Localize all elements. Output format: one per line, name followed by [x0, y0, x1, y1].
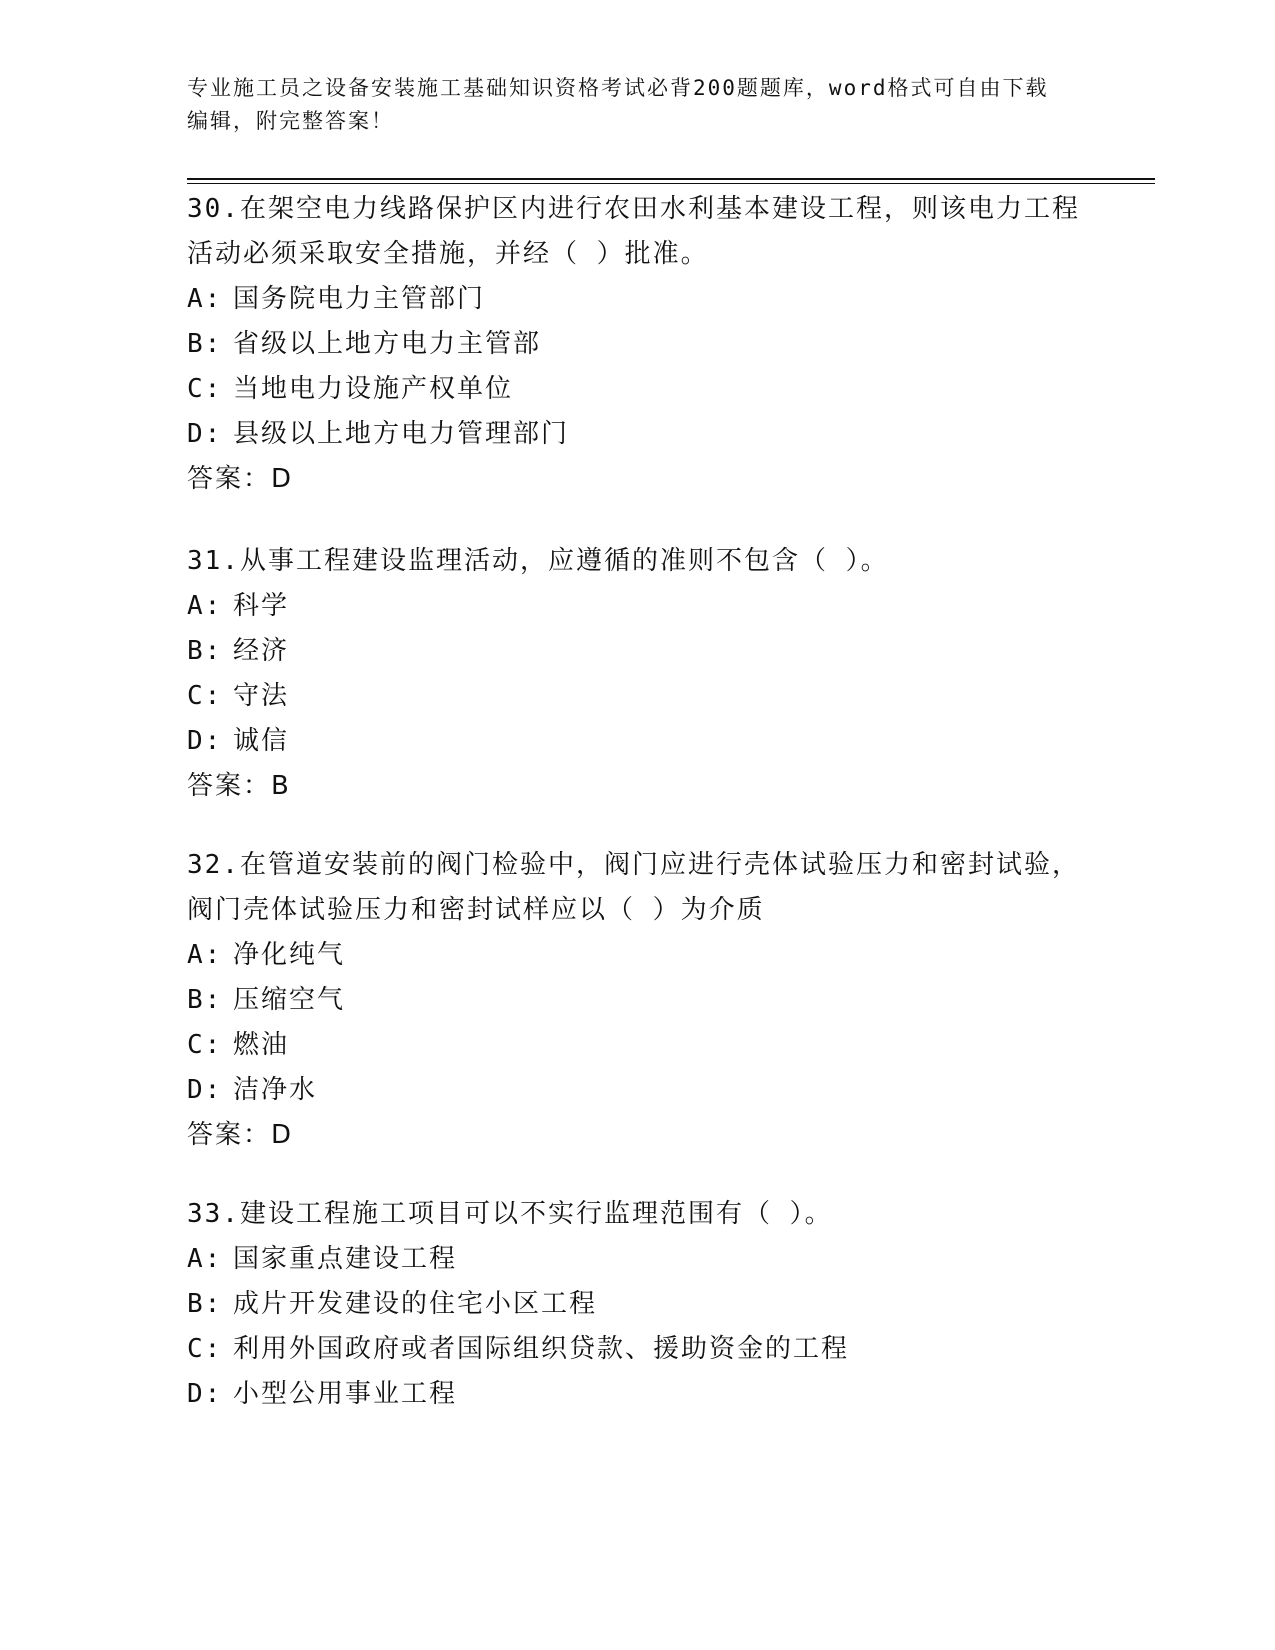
question-stem: 30.在架空电力线路保护区内进行农田水利基本建设工程，则该电力工程活动必须采取安全措施，并经（ ）批准。 [187, 194, 1080, 269]
option-b [187, 322, 1087, 367]
header-divider-thin [187, 183, 1155, 184]
option-b [187, 978, 1087, 1023]
question-33 [187, 1192, 1087, 1417]
question-32 [187, 843, 1087, 1158]
option-a [187, 933, 1087, 978]
option-text: 国家重点建设工程 [233, 1244, 458, 1274]
option-key: B: [187, 985, 223, 1015]
question-stem: 33.建设工程施工项目可以不实行监理范围有（ ）。 [187, 1199, 833, 1229]
option-a [187, 277, 1087, 322]
option-text: 国务院电力主管部门 [233, 284, 486, 314]
option-text: 经济 [233, 636, 290, 666]
option-a [187, 584, 1087, 629]
option-key: D: [187, 419, 223, 449]
option-key: A: [187, 591, 223, 621]
option-d [187, 1068, 1087, 1113]
option-text: 小型公用事业工程 [233, 1379, 458, 1409]
header-divider-thick [187, 178, 1155, 180]
option-d [187, 719, 1087, 764]
option-key: A: [187, 1244, 223, 1274]
question-31 [187, 539, 1087, 809]
option-d [187, 412, 1087, 457]
option-text: 当地电力设施产权单位 [233, 374, 514, 404]
option-key: B: [187, 1289, 223, 1319]
option-d [187, 1372, 1087, 1417]
option-key: C: [187, 1334, 223, 1364]
answer-line: 答案：B [187, 771, 291, 801]
option-text: 净化纯气 [233, 940, 346, 970]
question-stem: 32.在管道安装前的阀门检验中，阀门应进行壳体试验压力和密封试验，阀门壳体试验压力和密封试样应以（ ）为介质 [187, 850, 1080, 925]
option-key: C: [187, 374, 223, 404]
option-a [187, 1237, 1087, 1282]
option-text: 诚信 [233, 726, 290, 756]
option-text: 利用外国政府或者国际组织贷款、援助资金的工程 [233, 1334, 850, 1364]
option-key: C: [187, 1030, 223, 1060]
option-key: D: [187, 726, 223, 756]
option-key: B: [187, 636, 223, 666]
option-text: 成片开发建设的住宅小区工程 [233, 1289, 598, 1319]
option-c [187, 1023, 1087, 1068]
option-b [187, 1282, 1087, 1327]
answer-line: 答案：D [187, 464, 294, 494]
option-text: 燃油 [233, 1030, 290, 1060]
option-key: A: [187, 284, 223, 314]
option-key: C: [187, 681, 223, 711]
option-key: B: [187, 329, 223, 359]
option-key: A: [187, 940, 223, 970]
option-key: D: [187, 1075, 223, 1105]
answer-line: 答案：D [187, 1120, 294, 1150]
option-b [187, 629, 1087, 674]
option-text: 县级以上地方电力管理部门 [233, 419, 570, 449]
option-c [187, 674, 1087, 719]
question-30 [187, 187, 1087, 502]
question-stem: 31.从事工程建设监理活动，应遵循的准则不包含（ ）。 [187, 546, 889, 576]
option-text: 科学 [233, 591, 290, 621]
option-text: 守法 [233, 681, 290, 711]
document-header-title: 专业施工员之设备安装施工基础知识资格考试必背200题题库，word格式可自由下载编辑，附完整答案！ [187, 76, 1049, 133]
option-c [187, 1327, 1087, 1372]
option-text: 省级以上地方电力主管部 [233, 329, 542, 359]
option-text: 洁净水 [233, 1075, 318, 1105]
option-c [187, 367, 1087, 412]
option-key: D: [187, 1379, 223, 1409]
option-text: 压缩空气 [233, 985, 346, 1015]
